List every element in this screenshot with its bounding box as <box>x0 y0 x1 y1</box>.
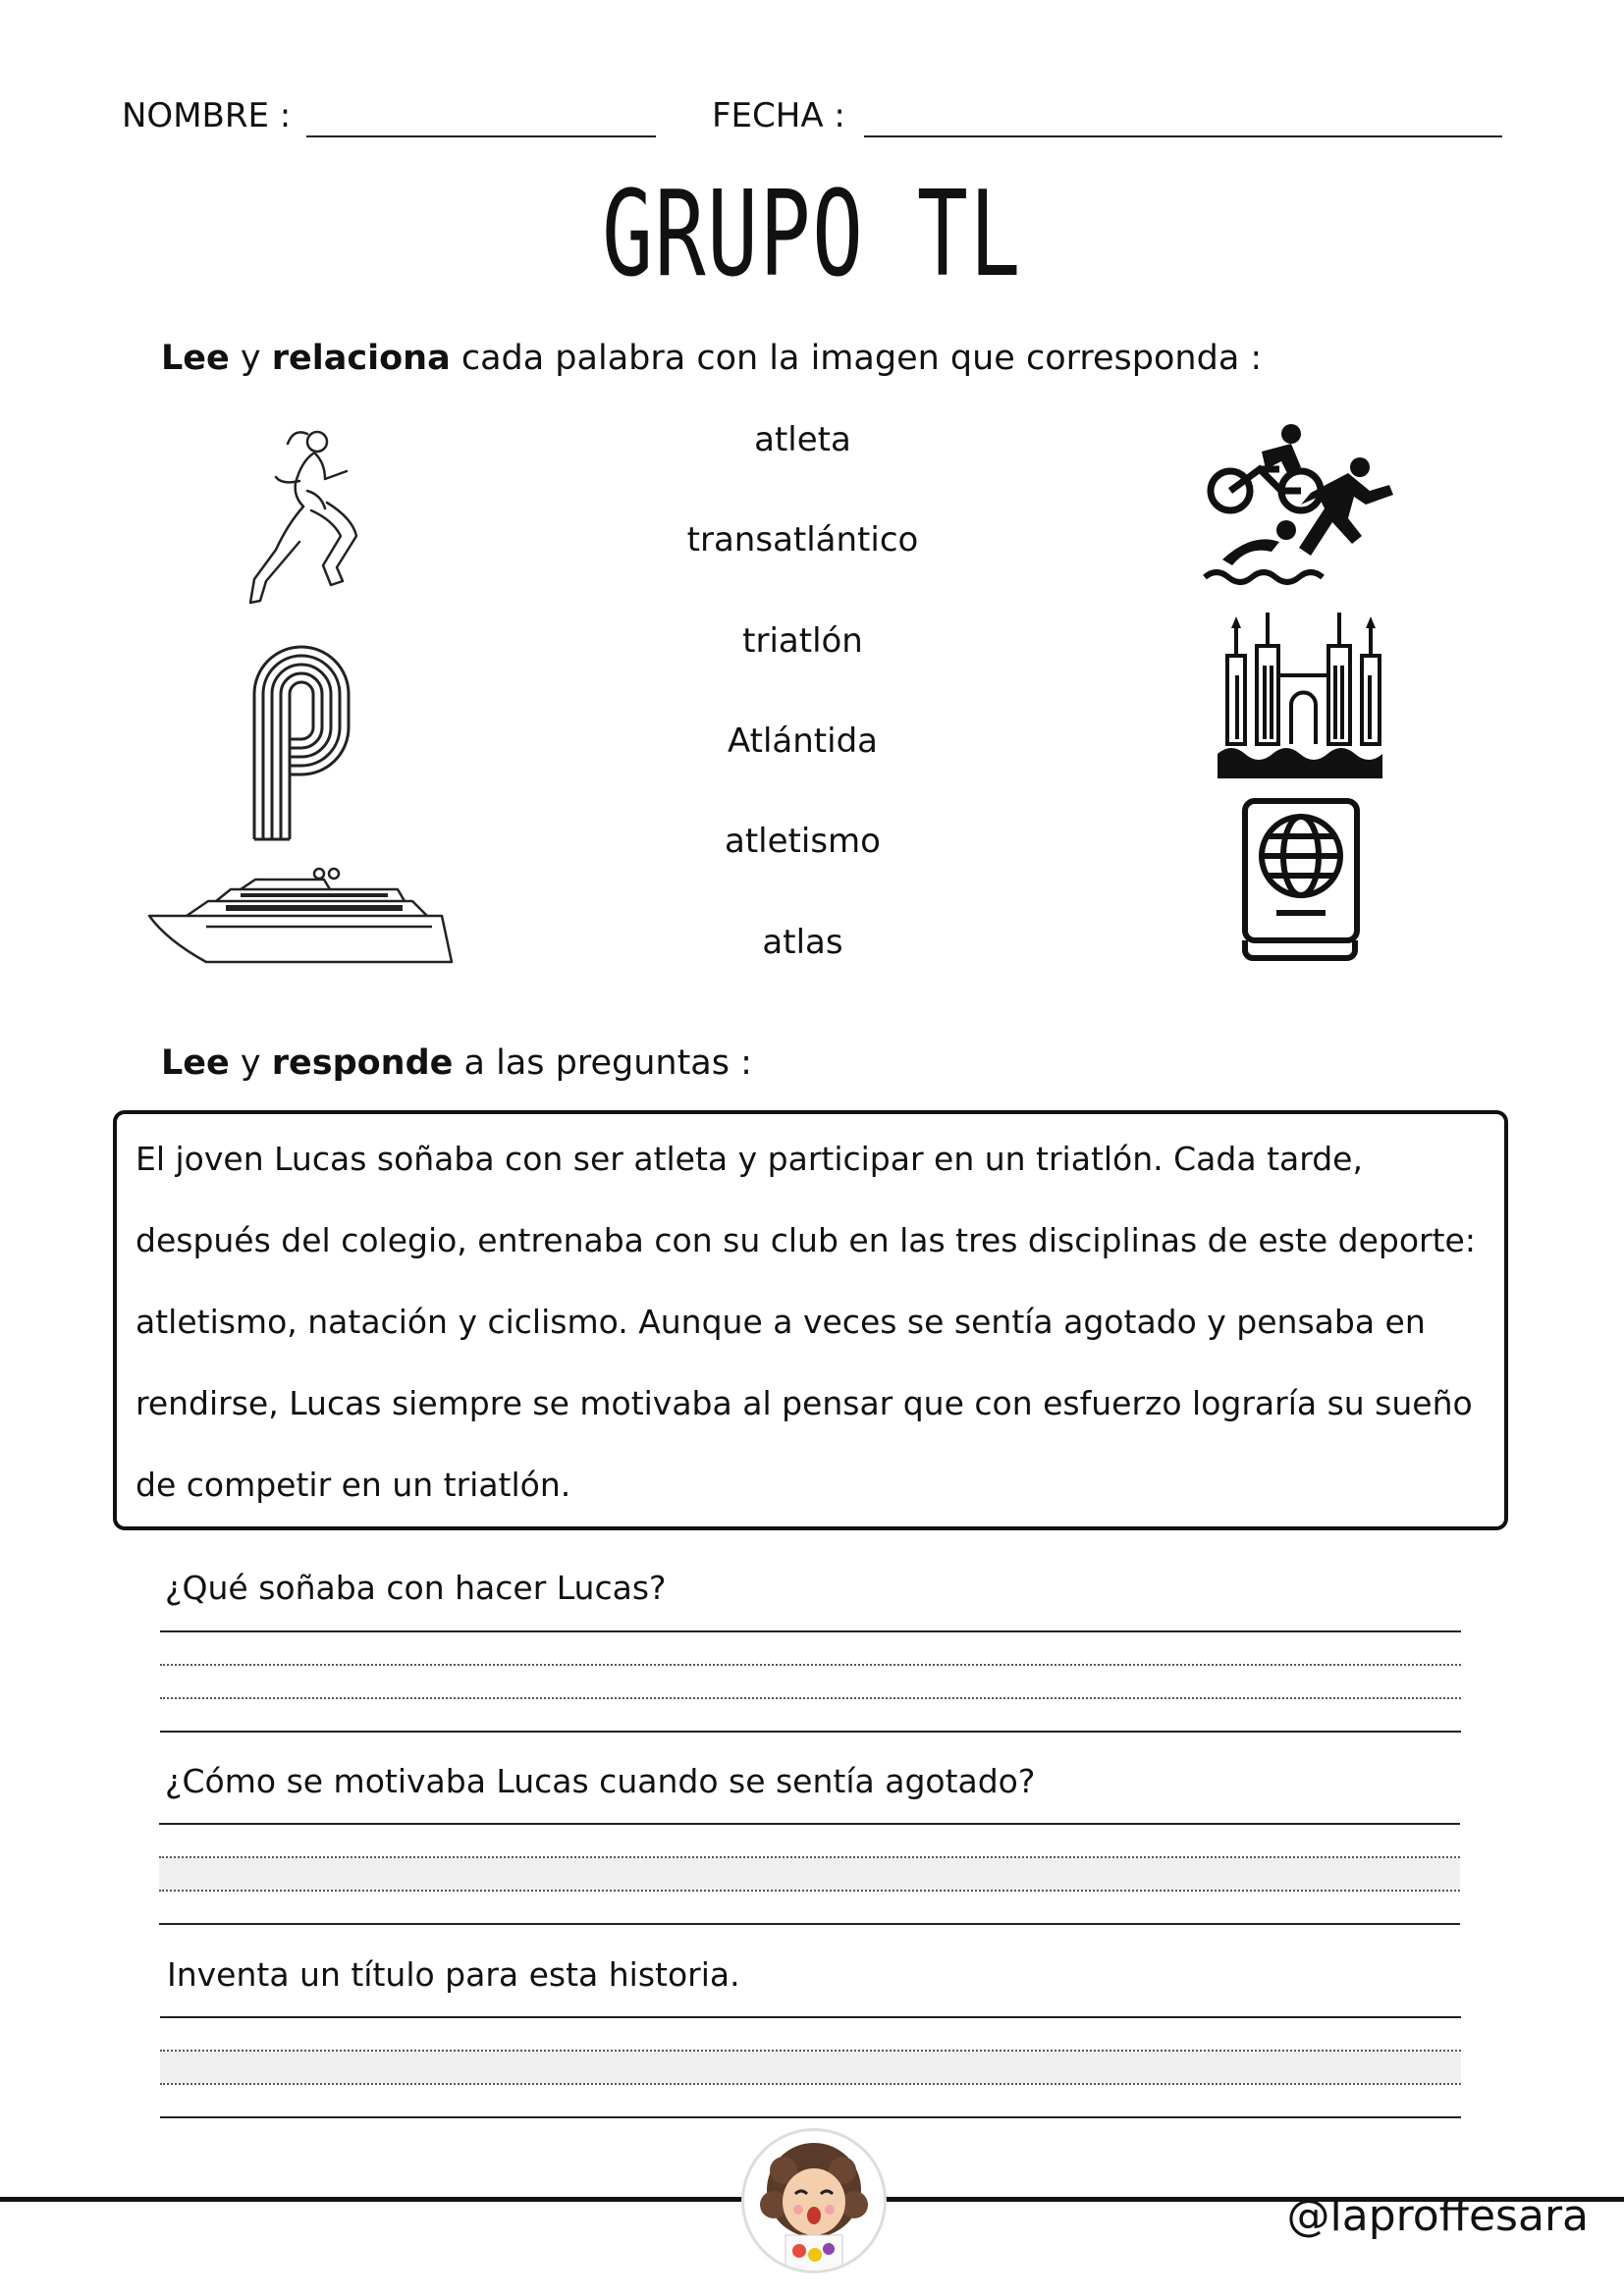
author-handle: @laproffesara <box>1286 2191 1589 2241</box>
answer-area-3[interactable] <box>160 2016 1461 2118</box>
read-instruction: Lee y responde a las preguntas : <box>161 1043 752 1083</box>
atlantis-city-icon[interactable] <box>1218 607 1389 778</box>
question-1: ¿Qué soñaba con hacer Lucas? <box>165 1569 667 1607</box>
question-2: ¿Cómo se motivaba Lucas cuando se sentía agotado? <box>165 1762 1036 1800</box>
running-track-icon[interactable] <box>250 643 353 844</box>
word-item[interactable]: transatlántico <box>686 520 919 560</box>
answer-area-1[interactable] <box>160 1630 1461 1733</box>
runner-icon[interactable] <box>231 420 378 616</box>
story-line: de competir en un triatlón. <box>135 1466 571 1504</box>
atlas-book-icon[interactable] <box>1239 797 1362 964</box>
story-line: después del colegio, entrenaba con su club en las tres disciplinas de este deporte: <box>135 1221 1476 1259</box>
name-label: NOMBRE : <box>122 96 292 135</box>
word-item[interactable]: atletismo <box>725 822 881 861</box>
story-line: atletismo, natación y ciclismo. Aunque a veces se sentía agotado y pensaba en <box>135 1303 1426 1341</box>
date-label: FECHA : <box>712 96 845 135</box>
page-title: GRUPO TL <box>602 167 1022 303</box>
date-field[interactable] <box>864 135 1502 137</box>
match-instruction: Lee y relaciona cada palabra con la imagen que corresponda : <box>161 339 1263 378</box>
answer-area-2[interactable] <box>159 1823 1460 1925</box>
word-item[interactable]: atlas <box>762 923 843 962</box>
teacher-avatar-icon <box>741 2128 887 2273</box>
word-item[interactable]: Atlántida <box>727 721 879 761</box>
word-item[interactable]: atleta <box>754 420 851 459</box>
name-field[interactable] <box>306 135 656 137</box>
question-3: Inventa un título para esta historia. <box>167 1955 740 1994</box>
story-line: rendirse, Lucas siempre se motivaba al pensar que con esfuerzo lograría su sueño <box>135 1384 1473 1422</box>
story-line: El joven Lucas soñaba con ser atleta y participar en un triatlón. Cada tarde, <box>135 1140 1363 1178</box>
triathlon-icon[interactable] <box>1203 422 1409 589</box>
cruise-ship-icon[interactable] <box>147 862 457 965</box>
word-item[interactable]: triatlón <box>742 621 863 661</box>
